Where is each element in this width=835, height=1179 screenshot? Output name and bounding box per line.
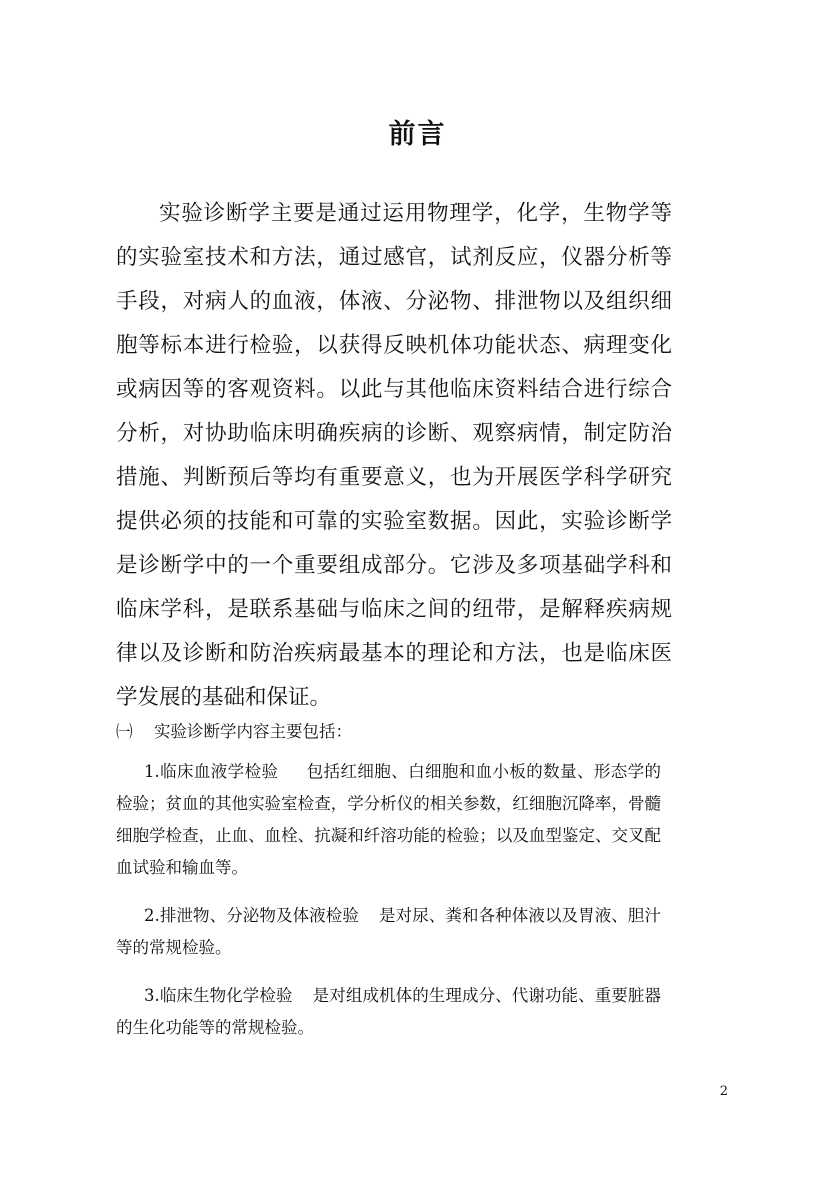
list-item-biochemistry <box>116 980 661 1044</box>
item-title: 1.临床血液学检验 <box>144 762 279 781</box>
item-title: 3.临床生物化学检验 <box>144 986 293 1005</box>
list-item-hematology <box>116 756 661 884</box>
section-heading-text: 实验诊断学内容主要包括： <box>154 722 352 741</box>
list-item-excreta-fluids <box>116 900 661 964</box>
intro-paragraph: 实验诊断学主要是通过运用物理学，化学，生物学等的实验室技术和方法，通过感官，试剂反应，仪器分析等手段，对病人的血液，体液、分泌物、排泄物以及组织细胞等标本进行检验，以获得反映机体功能状态、病理变化或病因等的客观资料。以此与其他临床资料结合进行综合分析，对协助临床明确疾病的诊断、观察病情，制定防治措施、判断预后等均有重要意义，也为开展医学科学研究提供必须的技能和可靠的实验室数据。因此，实验诊断学是诊断学中的一个重要组成部分。它涉及多项基础学科和临床学科，是联系基础与临床之间的纽带，是解释疾病规律以及诊断和防治疾病最基本的理论和方法，也是临床医学发展的基础和保证。 <box>116 201 672 710</box>
section-marker: ㈠ <box>116 722 133 741</box>
item-title: 2.排泄物、分泌物及体液检验 <box>144 906 359 925</box>
item-body: 包括红细胞、白细胞和血小板的数量、形态学的检验；贫血的其他实验室检查，学分析仪的相关参数，红细胞沉降率，骨髓细胞学检查，止血、血栓、抗凝和纤溶功能的检验；以及血型鉴定、交叉配血试验和输血等。 <box>116 762 662 877</box>
section-heading <box>116 718 352 746</box>
item-body: 是对组成机体的生理成分、代谢功能、重要脏器的生化功能等的常规检验。 <box>116 986 662 1037</box>
page-number: 2 <box>719 1084 728 1099</box>
item-body: 是对尿、粪和各种体液以及胃液、胆汁等的常规检验。 <box>116 906 661 957</box>
page-title: 前言 <box>388 119 447 150</box>
